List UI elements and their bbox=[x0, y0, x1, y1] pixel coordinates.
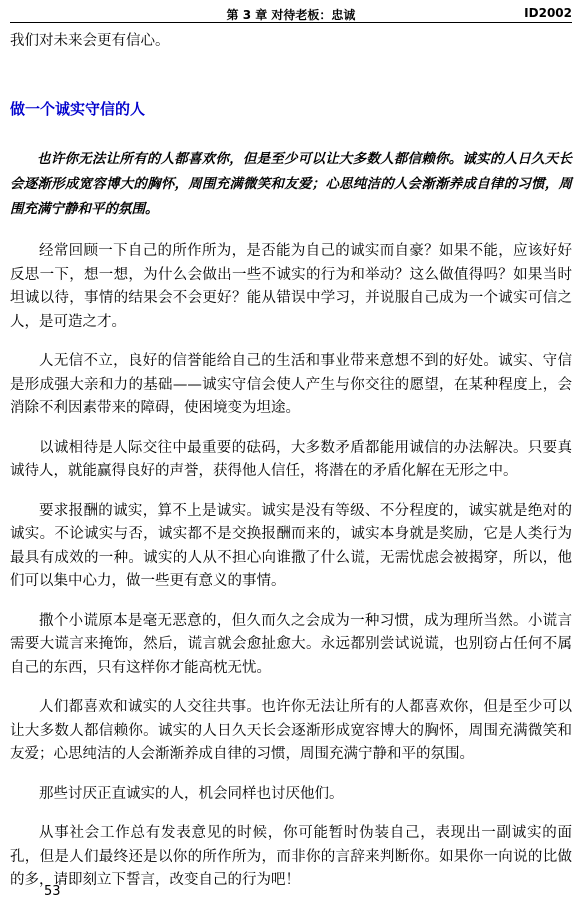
paragraph-8: 从事社会工作总有发表意见的时候，你可能暂时伪装自己，表现出一副诚实的面孔，但是人们最终还是以你的所作所为，而非你的言辞来判断你。如果你一向说的比做的多，请即刻立下誓言，改变自己的行为吧！ bbox=[10, 825, 572, 888]
page-body bbox=[10, 30, 572, 893]
section-heading: 做一个诚实守信的人 bbox=[10, 99, 146, 118]
paragraph-4: 要求报酬的诚实，算不上是诚实。诚实是没有等级、不分程度的，诚实就是绝对的诚实。不论诚实与否，诚实都不是交换报酬而来的，诚实本身就是奖励，它是人类行为最具有成效的一种。诚实的人从不担心向谁撒了什么谎，无需忧虑会被揭穿，所以，他们可以集中心力，做一些更有意义的事情。 bbox=[10, 502, 572, 589]
document-code: ID2002 bbox=[524, 6, 572, 20]
paragraph-7: 那些讨厌正直诚实的人，机会同样也讨厌他们。 bbox=[39, 785, 344, 802]
paragraph-6: 人们都喜欢和诚实的人交往共事。也许你无法让所有的人都喜欢你，但是至少可以让大多数人都信赖你。诚实的人日久天长会逐渐形成宽容博大的胸怀，周围充满微笑和友爱；心思纯洁的人会渐渐养成自律的习惯，周围充满宁静和平的氛围。 bbox=[10, 699, 572, 762]
chapter-title: 第 3 章 对待老板：忠诚 bbox=[226, 8, 356, 22]
continuation-text: 我们对未来会更有信心。 bbox=[10, 33, 170, 49]
paragraph-3: 以诚相待是人际交往中最重要的砝码，大多数矛盾都能用诚信的办法解决。只要真诚待人，就能赢得良好的声誉，获得他人信任，将潜在的矛盾化解在无形之中。 bbox=[10, 439, 572, 479]
paragraph-1: 经常回顾一下自己的所作所为，是否能为自己的诚实而自豪？如果不能，应该好好反思一下，想一想，为什么会做出一些不诚实的行为和举动？这么做值得吗？如果当时坦诚以待，事情的结果会不会更好？能从错误中学习，并说服自己成为一个诚实可信之人，是可造之才。 bbox=[10, 243, 572, 330]
page-header bbox=[10, 4, 572, 23]
paragraph-5: 撒个小谎原本是毫无恶意的，但久而久之会成为一种习惯，成为理所当然。小谎言需要大谎言来掩饰，然后，谎言就会愈扯愈大。永远都别尝试说谎，也别窃占任何不属自己的东西，只有这样你才能高枕无忧。 bbox=[10, 612, 572, 676]
pull-quote: 也许你无法让所有的人都喜欢你，但是至少可以让大多数人都信赖你。诚实的人日久天长会逐渐形成宽容博大的胸怀，周围充满微笑和友爱；心思纯洁的人会渐渐养成自律的习惯，周围充满宁静和平的氛围。 bbox=[10, 151, 572, 217]
paragraph-2: 人无信不立，良好的信誉能给自己的生活和事业带来意想不到的好处。诚实、守信是形成强大亲和力的基础——诚实守信会使人产生与你交往的愿望，在某种程度上，会消除不利因素带来的障碍，使困境变为坦途。 bbox=[10, 353, 572, 416]
page-number: 53 bbox=[44, 884, 61, 899]
